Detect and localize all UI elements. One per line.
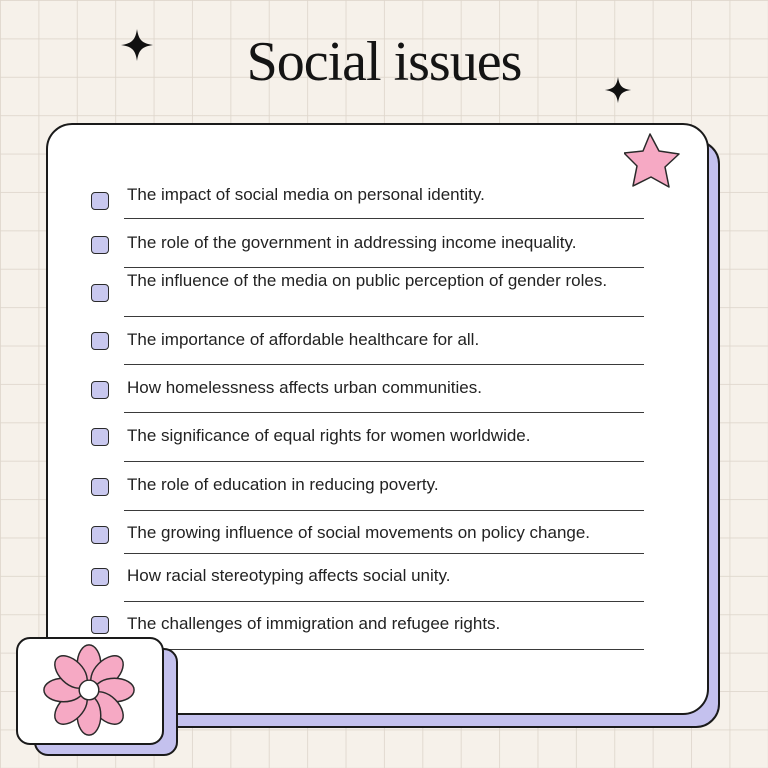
topic-checkbox[interactable]	[91, 616, 109, 634]
topic-rule-divider	[124, 553, 644, 554]
topic-rule-divider	[124, 364, 644, 365]
sparkle-icon	[120, 28, 154, 62]
topic-checkbox[interactable]	[91, 526, 109, 544]
topic-checkbox[interactable]	[91, 236, 109, 254]
topic-text: The role of education in reducing poverty.	[127, 475, 439, 494]
topic-rule-divider	[124, 649, 644, 650]
topic-text: The growing influence of social movements on policy change.	[127, 523, 591, 542]
topic-text: The significance of equal rights for women worldwide.	[127, 426, 531, 445]
topic-text: The impact of social media on personal identity.	[127, 185, 485, 204]
topic-text: How homelessness affects urban communities.	[127, 378, 482, 397]
topic-rule-divider	[124, 412, 644, 413]
topic-rule-divider	[124, 510, 644, 511]
topic-text: The role of the government in addressing income inequality.	[127, 233, 577, 252]
topic-rule-divider	[124, 267, 644, 268]
topic-text: The influence of the media on public perception of gender roles.	[127, 271, 608, 290]
topic-rule-divider	[124, 601, 644, 602]
topic-text: The importance of affordable healthcare for all.	[127, 330, 480, 349]
topic-text: The challenges of immigration and refugee rights.	[127, 614, 501, 633]
topic-checkbox[interactable]	[91, 284, 109, 302]
topic-checkbox[interactable]	[91, 381, 109, 399]
star-icon	[624, 132, 682, 190]
sparkle-icon	[604, 76, 632, 104]
topic-checkbox[interactable]	[91, 568, 109, 586]
page-title: Social issues	[246, 31, 522, 93]
flower-icon	[40, 641, 138, 739]
topic-text: How racial stereotyping affects social unity.	[127, 566, 451, 585]
topic-rule-divider	[124, 218, 644, 219]
topic-checkbox[interactable]	[91, 478, 109, 496]
topic-checkbox[interactable]	[91, 332, 109, 350]
topic-checkbox[interactable]	[91, 428, 109, 446]
topic-rule-divider	[124, 461, 644, 462]
topic-checkbox[interactable]	[91, 192, 109, 210]
topic-rule-divider	[124, 316, 644, 317]
